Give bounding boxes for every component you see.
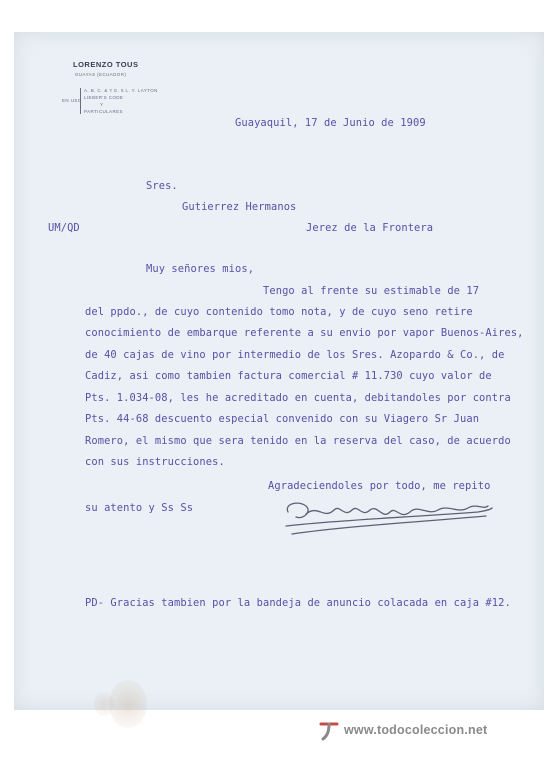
salutation-title: Sres. — [146, 180, 178, 192]
reference-code: UM/QD — [48, 222, 80, 234]
closing-line: Agradeciendoles por todo, me repito — [268, 480, 491, 492]
signature — [278, 490, 498, 550]
letterhead-codes: LIEBER'S CODE — [84, 95, 124, 100]
watermark-text: www.todocoleccion.net — [344, 723, 488, 737]
body-line: Pts. 44-68 descuento especial convenido con su Viagero Sr Juan — [85, 413, 480, 425]
letterhead-location: GUAYAS (ECUADOR) — [75, 72, 127, 77]
letterhead-codes: PARTICULARES — [84, 109, 123, 114]
letterhead-code-label: EN USO — [62, 98, 82, 103]
body-line: Pts. 1.034-08, les he acreditado en cuenta, debitandoles por contra — [85, 392, 511, 404]
place-date: Guayaquil, 17 de Junio de 1909 — [235, 117, 426, 129]
body-line: con sus instrucciones. — [85, 456, 225, 468]
postscript: PD- Gracias tambien por la bandeja de anuncio colacada en caja #12. — [85, 597, 511, 609]
body-line: Romero, el mismo que sera tenido en la reserva del caso, de acuerdo — [85, 435, 511, 447]
body-line: Cadiz, asi como tambien factura comercial # 11.730 cuyo valor de — [85, 370, 492, 382]
greeting: Muy señores mios, — [146, 263, 255, 275]
body-line: del ppdo., de cuyo contenido tomo nota, y de cuyo seno retire — [85, 306, 473, 318]
letterhead-name: LORENZO TOUS — [73, 60, 139, 69]
todocoleccion-logo-icon — [318, 718, 340, 742]
body-line: conocimiento de embarque referente a su envio por vapor Buenos-Aires, — [85, 327, 524, 339]
paper-stain — [94, 692, 114, 716]
letterhead-codes: A. B. C. & Y E. 5 L. Y. LAYTON — [84, 88, 158, 93]
paper-stain — [109, 680, 147, 728]
letterhead-codes: Y — [100, 102, 104, 107]
closing-phrase: su atento y Ss Ss — [85, 502, 194, 514]
watermark — [318, 718, 487, 742]
recipient-name: Gutierrez Hermanos — [182, 201, 297, 213]
recipient-location: Jerez de la Frontera — [306, 222, 434, 234]
body-line: Tengo al frente su estimable de 17 — [263, 285, 480, 297]
body-line: de 40 cajas de vino por intermedio de los Sres. Azopardo & Co., de — [85, 349, 505, 361]
